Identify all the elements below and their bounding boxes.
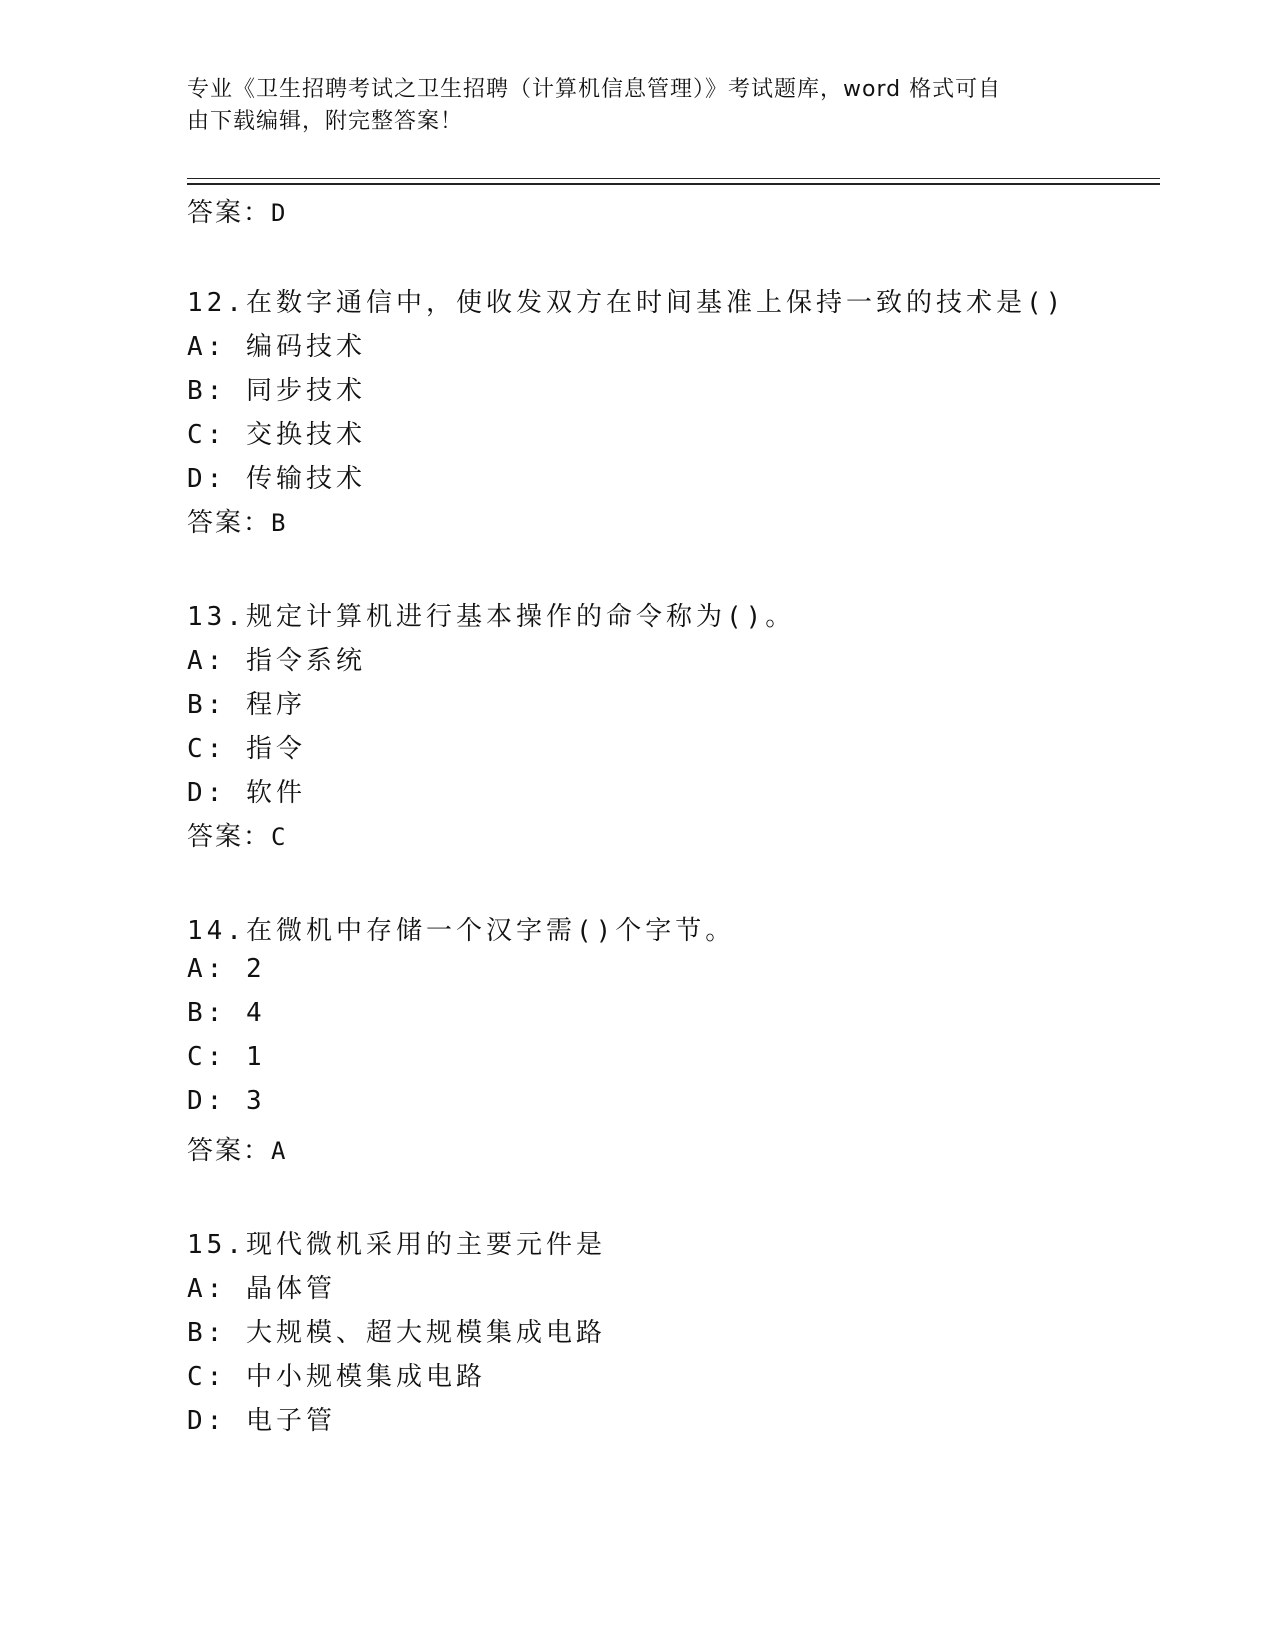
answer-value: B	[271, 509, 288, 537]
option-c-13: C: 指令	[187, 734, 306, 764]
option-c-12: C: 交换技术	[187, 420, 366, 450]
option-b-12: B: 同步技术	[187, 376, 366, 406]
answer-label: 答案：	[187, 1136, 272, 1166]
option-c-15: C: 中小规模集成电路	[187, 1362, 486, 1392]
answer-label: 答案：	[187, 822, 272, 852]
option-b-13: B: 程序	[187, 690, 306, 720]
answer-value: C	[271, 823, 288, 851]
header-line-1: 专业《卫生招聘考试之卫生招聘（计算机信息管理）》考试题库，word 格式可自	[187, 77, 1002, 102]
header-divider-thick	[187, 183, 1160, 185]
option-d-14: D: 3	[187, 1086, 266, 1116]
answer-label: 答案：	[187, 508, 272, 538]
option-d-12: D: 传输技术	[187, 464, 366, 494]
option-c-14: C: 1	[187, 1042, 266, 1072]
option-d-13: D: 软件	[187, 778, 306, 808]
option-b-15: B: 大规模、超大规模集成电路	[187, 1318, 606, 1348]
option-a-14: A: 2	[187, 954, 266, 984]
answer-label: 答案：	[187, 198, 272, 228]
answer-value: D	[271, 199, 288, 227]
answer-13	[187, 816, 287, 853]
header-divider-thin	[187, 178, 1160, 179]
option-a-13: A: 指令系统	[187, 646, 366, 676]
answer-value: A	[271, 1137, 288, 1165]
answer-12	[187, 502, 287, 539]
question-stem-14: 14.在微机中存储一个汉字需()个字节。	[187, 916, 736, 946]
question-stem-15: 15.现代微机采用的主要元件是	[187, 1230, 606, 1260]
question-stem-13: 13.规定计算机进行基本操作的命令称为()。	[187, 602, 796, 632]
question-stem-12: 12.在数字通信中，使收发双方在时间基准上保持一致的技术是()	[187, 288, 1066, 318]
option-a-12: A: 编码技术	[187, 332, 366, 362]
answer-14	[187, 1130, 287, 1167]
option-d-15: D: 电子管	[187, 1406, 336, 1436]
option-a-15: A: 晶体管	[187, 1274, 336, 1304]
option-b-14: B: 4	[187, 998, 266, 1028]
header-line-2: 由下载编辑，附完整答案！	[187, 109, 464, 134]
document-header	[187, 74, 1087, 138]
prev-answer	[187, 192, 287, 229]
